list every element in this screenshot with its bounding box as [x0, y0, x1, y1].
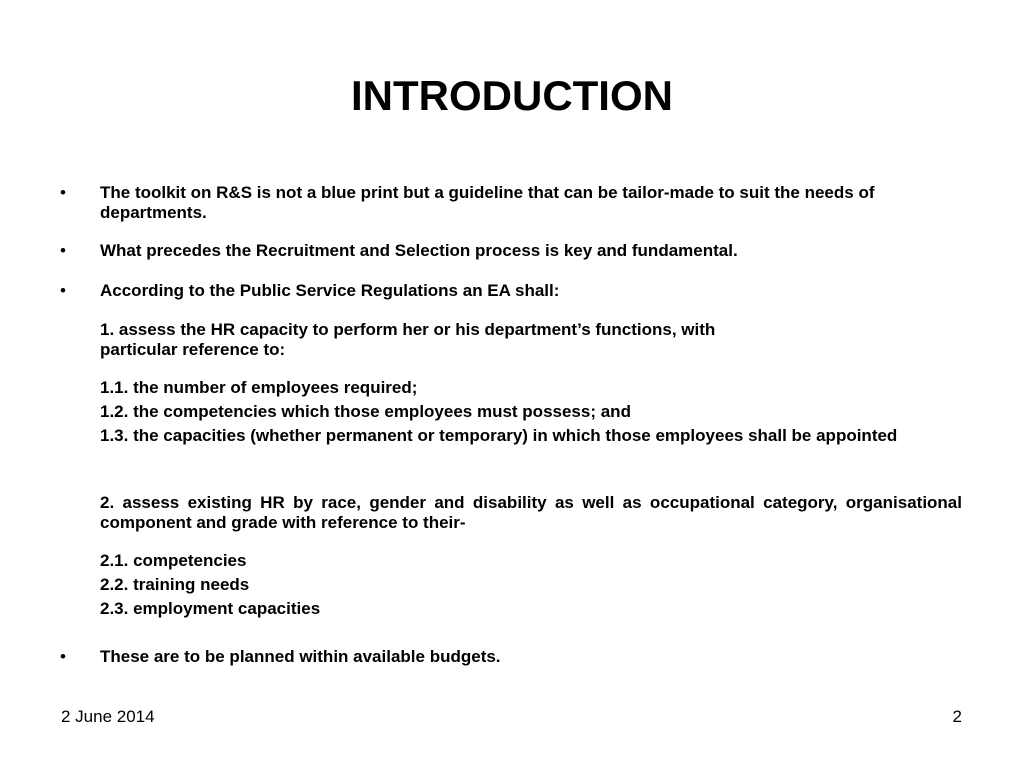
sub-item-2-3: 2.3. employment capacities — [100, 599, 321, 618]
bullet-icon: • — [60, 241, 66, 260]
bullet-item — [60, 281, 940, 301]
sub-item-1-3: 1.3. the capacities (whether permanent or temporary) in which those employees shall be appointed — [100, 426, 898, 445]
sub-item-2-1: 2.1. competencies — [100, 551, 247, 570]
sub-item-1 — [100, 320, 962, 360]
bullet-text: These are to be planned within available budgets. — [100, 647, 501, 666]
bullet-item — [60, 241, 940, 261]
sub-item-1-1: 1.1. the number of employees required; — [100, 378, 418, 397]
sub-item-2: 2. assess existing HR by race, gender and disability as well as occupational category, organisational component and grade with reference to their- — [100, 493, 962, 532]
bullet-text: What precedes the Recruitment and Selection process is key and fundamental. — [100, 241, 738, 260]
bullet-icon: • — [60, 183, 66, 202]
slide-title: INTRODUCTION — [351, 72, 673, 119]
footer-date: 2 June 2014 — [61, 707, 155, 726]
sub-item-line: particular reference to: — [100, 340, 286, 359]
bullet-text: The toolkit on R&S is not a blue print but a guideline that can be tailor-made to suit the needs of departments. — [100, 183, 875, 222]
bullet-icon: • — [60, 647, 66, 666]
slide-number: 2 — [952, 707, 962, 726]
sub-item-1-2: 1.2. the competencies which those employees must possess; and — [100, 402, 631, 421]
bullet-icon: • — [60, 281, 66, 300]
bullet-item — [60, 183, 940, 223]
bullet-item — [60, 647, 940, 667]
sub-item-2-2: 2.2. training needs — [100, 575, 250, 594]
sub-item-line: 1. assess the HR capacity to perform her or his department’s functions, with — [100, 320, 716, 339]
bullet-text: According to the Public Service Regulations an EA shall: — [100, 281, 560, 300]
